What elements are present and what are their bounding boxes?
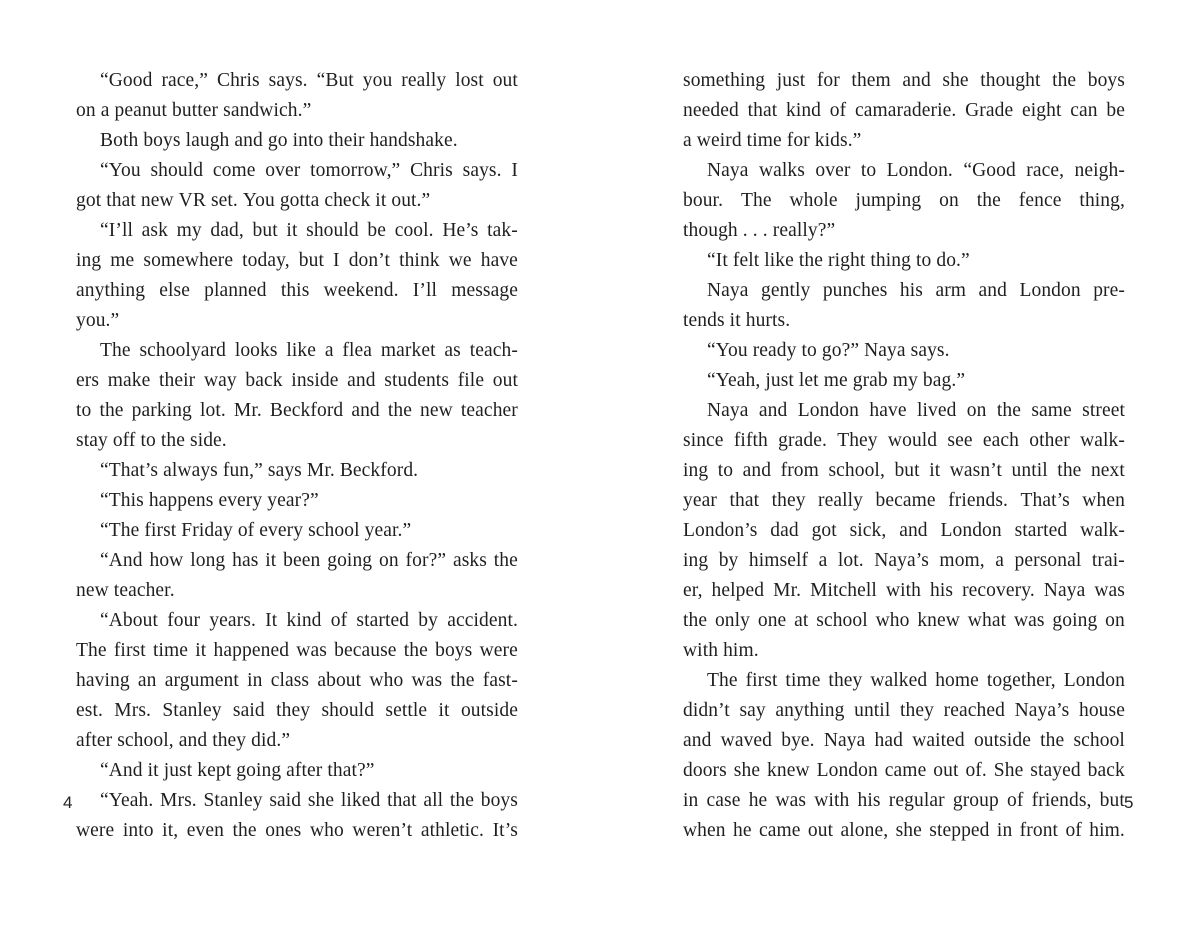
text-line: ing by himself a lot. Naya’s mom, a personal trai-: [683, 550, 1125, 571]
text-line: something just for them and she thought the boys: [683, 70, 1125, 91]
text-line: doors she knew London came out of. She stayed back: [683, 760, 1125, 781]
text-line: “The first Friday of every school year.”: [100, 520, 412, 541]
text-line: London’s dad got sick, and London started walk-: [683, 520, 1125, 541]
left-page-number: 4: [63, 793, 73, 812]
text-line: “And it just kept going after that?”: [100, 760, 375, 781]
text-line: with him.: [683, 640, 759, 661]
text-line: on a peanut butter sandwich.”: [76, 100, 312, 121]
text-line: and waved bye. Naya had waited outside the school: [683, 730, 1125, 751]
text-line: you.”: [76, 310, 120, 331]
text-line: when he came out alone, she stepped in front of him.: [683, 820, 1125, 841]
text-line: in case he was with his regular group of friends, but: [683, 790, 1125, 811]
text-line: “That’s always fun,” says Mr. Beckford.: [100, 460, 419, 481]
text-line: were into it, even the ones who weren’t athletic. It’s: [76, 820, 518, 841]
text-line: Naya walks over to London. “Good race, neigh-: [707, 160, 1125, 181]
text-line: to the parking lot. Mr. Beckford and the new teacher: [76, 400, 518, 421]
text-line: got that new VR set. You gotta check it out.”: [76, 190, 431, 211]
text-line: “It felt like the right thing to do.”: [707, 250, 970, 271]
text-line: though . . . really?”: [683, 220, 836, 241]
text-line: The first time they walked home together, London: [707, 670, 1125, 691]
text-line: Naya and London have lived on the same street: [707, 400, 1125, 421]
text-line: anything else planned this weekend. I’ll message: [76, 280, 518, 301]
text-line: ers make their way back inside and students file out: [76, 370, 518, 391]
text-line: new teacher.: [76, 580, 175, 601]
text-line: Both boys laugh and go into their handshake.: [100, 130, 458, 151]
text-line: “You ready to go?” Naya says.: [707, 340, 950, 361]
text-line: “This happens every year?”: [100, 490, 319, 511]
text-line: after school, and they did.”: [76, 730, 291, 751]
text-line: “And how long has it been going on for?” asks the: [100, 550, 518, 571]
text-line: year that they really became friends. That’s when: [683, 490, 1125, 511]
text-line: “Good race,” Chris says. “But you really lost out: [100, 70, 518, 91]
text-line: a weird time for kids.”: [683, 130, 862, 151]
text-line: Naya gently punches his arm and London pre-: [707, 280, 1125, 301]
text-line: ing to and from school, but it wasn’t until the next: [683, 460, 1125, 481]
text-line: The first time it happened was because the boys were: [76, 640, 518, 661]
text-line: didn’t say anything until they reached Naya’s house: [683, 700, 1125, 721]
text-line: the only one at school who knew what was going on: [683, 610, 1125, 631]
text-line: “About four years. It kind of started by accident.: [100, 610, 518, 631]
text-line: est. Mrs. Stanley said they should settle it outside: [76, 700, 518, 721]
text-line: bour. The whole jumping on the fence thing,: [683, 190, 1125, 211]
text-line: er, helped Mr. Mitchell with his recovery. Naya was: [683, 580, 1125, 601]
left-page-text: [76, 66, 518, 846]
text-line: needed that kind of camaraderie. Grade eight can be: [683, 100, 1125, 121]
text-line: “I’ll ask my dad, but it should be cool. He’s tak-: [100, 220, 518, 241]
text-line: “Yeah, just let me grab my bag.”: [707, 370, 966, 391]
right-page-number: 5: [1124, 793, 1134, 812]
right-page-text: [683, 66, 1125, 846]
text-line: since fifth grade. They would see each other walk-: [683, 430, 1125, 451]
text-line: “Yeah. Mrs. Stanley said she liked that all the boys: [100, 790, 518, 811]
text-line: having an argument in class about who was the fast-: [76, 670, 518, 691]
text-line: “You should come over tomorrow,” Chris says. I: [100, 160, 518, 181]
text-line: stay off to the side.: [76, 430, 227, 451]
text-line: tends it hurts.: [683, 310, 791, 331]
text-line: ing me somewhere today, but I don’t think we have: [76, 250, 518, 271]
text-line: The schoolyard looks like a flea market as teach-: [100, 340, 518, 361]
